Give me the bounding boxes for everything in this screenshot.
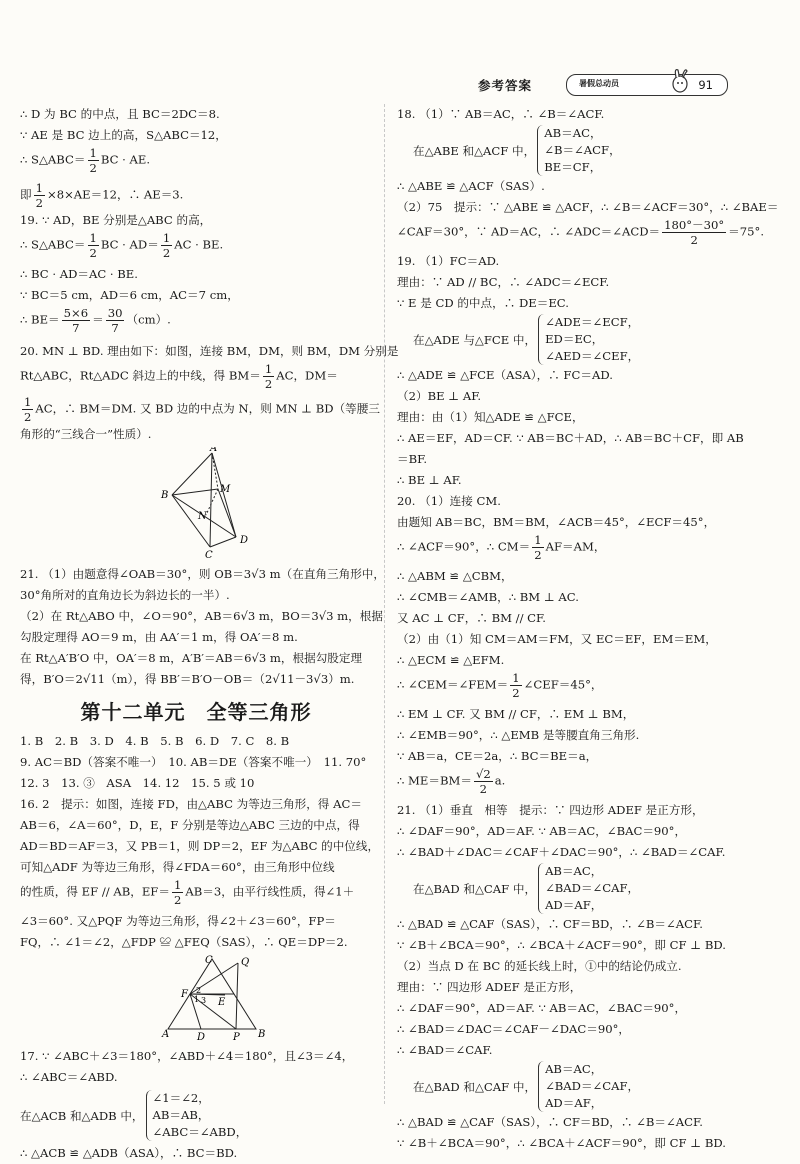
- vertex-label: N: [198, 511, 207, 522]
- text-line: ∴ ∠ABC＝∠ABD.: [20, 1070, 118, 1084]
- text-line: ∴ △BAD ≌ △CAF（SAS），∴ CF＝BD，∴ ∠B＝∠ACF.: [397, 917, 703, 931]
- equation-line: ∴ S△ABC＝ $\frac{1}{2}$ BC · AE.: [20, 146, 151, 175]
- equation-line: Rt△ABC，Rt△ADC 斜边上的中线，得 BM＝ $\frac{1}{2}$ AC，DM＝: [20, 362, 338, 391]
- brace-group: 在△BAD 和△CAF 中， AB＝AC， ∠BAD＝∠CAF， AD＝AF，: [413, 864, 640, 912]
- text-line: ∴ △ADE ≌ △FCE（ASA），∴ FC＝AD.: [397, 368, 613, 382]
- text-line: ∵ ∠B＋∠BCA＝90°，∴ ∠BCA＋∠ACF＝90°，即 CF ⊥ BD.: [397, 938, 726, 952]
- fraction: $\frac{1}{2}$: [35, 181, 43, 210]
- text-line: 17. ∵ ∠ABC＋∠3＝180°，∠ABD＋∠4＝180°，且∠3＝∠4，: [20, 1049, 354, 1063]
- equation-line: ∴ S△ABC＝ $\frac{1}{2}$ BC · AD＝ $\frac{1}{2}$ AC · BE.: [20, 231, 224, 260]
- fraction: $\frac{1}{2}$: [534, 533, 542, 562]
- fraction: $\frac{1}{2}$: [89, 146, 97, 175]
- fraction: $\frac{1}{2}$: [24, 395, 32, 424]
- text-line: 得，B′O＝2√11（m），得 BB′＝B′O－OB＝（2√11－3√3）m.: [20, 672, 355, 686]
- text-line: 21. （1）垂直 相等 提示：∵ 四边形 ADEF 是正方形，: [397, 803, 704, 817]
- unit-title: 第十二单元 全等三角形: [80, 700, 312, 724]
- text-line: 勾股定理得 AO＝9 m，由 AA′＝1 m，得 OA′＝8 m.: [20, 630, 298, 644]
- vertex-label: C: [205, 550, 213, 559]
- text-line: ∠3＝60°. 又△PQF 为等边三角形，得∠2＋∠3＝60°，FP＝: [20, 914, 336, 928]
- brace-group: 在△ABE 和△ACF 中， AB＝AC， ∠B＝∠ACF， BE＝CF，: [413, 126, 621, 174]
- equation-line: 的性质，得 EF // AB，EF＝ $\frac{1}{2}$ AB＝3，由平行线性质，得∠1＋: [20, 878, 355, 907]
- text-line: 可知△ADF 为等边三角形，得∠FDA＝60°，由三角形中位线: [20, 860, 335, 874]
- text-line: （2）75 提示：∵ △ABE ≌ △ACF，∴ ∠B＝∠ACF＝30°，∴ ∠BAE＝: [397, 200, 779, 214]
- text-line: ∴ D 为 BC 的中点，且 BC＝2DC＝8.: [20, 107, 220, 121]
- text-line: （2）由（1）知 CM＝AM＝FM，又 EC＝EF，EM＝EM，: [397, 632, 717, 646]
- text-line: 理由：由（1）知△ADE ≌ △FCE，: [397, 410, 584, 424]
- text-line: ∴ ∠DAF＝90°，AD＝AF. ∵ AB＝AC，∠BAC＝90°，: [397, 824, 687, 838]
- svg-text:D: D: [197, 1032, 206, 1041]
- brace-group: 在△ADE 与△FCE 中， ∠ADE＝∠ECF， ED＝EC， ∠AED＝∠CEF，: [413, 315, 640, 363]
- fraction: $\frac{1}{2}$: [512, 671, 520, 700]
- brace-conditions: AB＝AC， ∠B＝∠ACF， BE＝CF，: [537, 125, 620, 176]
- svg-text:3: 3: [201, 996, 207, 1005]
- text-line: 又 AC ⊥ CF，∴ BM // CF.: [397, 611, 546, 625]
- text-line: 理由：∵ AD // BC，∴ ∠ADC＝∠ECF.: [397, 275, 610, 289]
- text-line: 18. （1）∵ AB＝AC，∴ ∠B＝∠ACF.: [397, 107, 605, 121]
- brace-conditions: ∠1＝∠2， AB＝AB， ∠ABC＝∠ABD，: [146, 1090, 248, 1141]
- text-line: ∴ ∠EMB＝90°，∴ △EMB 是等腰直角三角形.: [397, 728, 640, 742]
- text-line: ∴ △ABE ≌ △ACF（SAS）.: [397, 179, 545, 193]
- svg-text:1: 1: [194, 995, 200, 1004]
- right-column: [397, 104, 779, 1154]
- fraction: $\frac{√2}{2}$: [475, 767, 491, 796]
- answer-line: 9. AC＝BD（答案不唯一） 10. AB＝DE（答案不唯一） 11. 70°: [20, 755, 367, 769]
- text-line: ∴ ∠BAD＝∠DAC＝∠CAF－∠DAC＝90°，: [397, 1022, 630, 1036]
- text-line: 21. （1）由题意得∠OAB＝30°，则 OB＝3√3 m（在直角三角形中，: [20, 567, 385, 581]
- text-line: ∴ △BAD ≌ △CAF（SAS），∴ CF＝BD，∴ ∠B＝∠ACF.: [397, 1115, 703, 1129]
- vertex-label: M: [220, 484, 231, 495]
- svg-text:A: A: [162, 1029, 170, 1040]
- header-pill: [566, 74, 728, 96]
- text-line: ∵ AB＝a，CE＝2a，∴ BC＝BE＝a，: [397, 749, 598, 763]
- fraction: $\frac{1}{2}$: [173, 878, 182, 907]
- fraction: $\frac{180^\circ-30^\circ}{2}$: [664, 218, 725, 247]
- text-line: ∴ BE ⊥ AF.: [397, 473, 462, 487]
- header-subtitle: 暑假总动员: [579, 79, 619, 88]
- left-column: [20, 104, 399, 1164]
- brace-group: 在△ACB 和△ADB 中， ∠1＝∠2， AB＝AB， ∠ABC＝∠ABD，: [20, 1091, 248, 1139]
- vertex-label: D: [240, 535, 249, 546]
- text-line: ∴ EM ⊥ CF. 又 BM // CF，∴ EM ⊥ BM，: [397, 707, 635, 721]
- brace-group: 在△BAD 和△CAF 中， AB＝AC， ∠BAD＝∠CAF， AD＝AF，: [413, 1062, 640, 1110]
- fraction: $\frac{5\times 6}{7}$: [63, 306, 89, 335]
- text-line: ∴ ∠BAD＋∠DAC＝∠CAF＋∠DAC＝90°，∴ ∠BAD＝∠CAF.: [397, 845, 726, 859]
- equation-line: ∴ ∠ACF＝90°，∴ CM＝ $\frac{1}{2}$ AF＝AM，: [397, 533, 606, 562]
- mascot-icon: [668, 66, 692, 96]
- text-line: （2）在 Rt△ABO 中，∠O＝90°，AB＝6√3 m，BO＝3√3 m，根据: [20, 609, 383, 623]
- equation-line: ∴ BE＝ $\frac{5\times 6}{7}$ ＝ $\frac{30}{7}$ （cm）.: [20, 306, 171, 335]
- text-line: ∴ ∠DAF＝90°，AD＝AF. ∵ AB＝AC，∠BAC＝90°，: [397, 1001, 687, 1015]
- brace-conditions: AB＝AC， ∠BAD＝∠CAF， AD＝AF，: [538, 1061, 639, 1112]
- equation-line: 即 $\frac{1}{2}$ ×8×AE＝12，∴ AE＝3.: [20, 181, 184, 210]
- text-line: 19. ∵ AD，BE 分别是△ABC 的高，: [20, 213, 212, 227]
- text-line: 角形的“三线合一”性质）.: [20, 427, 152, 441]
- text-line: AD＝BD＝AF＝3，又 PB＝1，则 DP＝2，EF 为△ABC 的中位线，: [20, 839, 380, 853]
- text-line: ∵ ∠B＋∠BCA＝90°，∴ ∠BCA＋∠ACF＝90°，即 CF ⊥ BD.: [397, 1136, 726, 1150]
- text-line: ∴ ∠BAD＝∠CAF.: [397, 1043, 493, 1057]
- page-header: [478, 74, 778, 96]
- vertex-label: B: [161, 490, 169, 501]
- text-line: （2）BE ⊥ AF.: [397, 389, 482, 403]
- header-title: 参考答案: [478, 78, 533, 93]
- text-line: AB＝6，∠A＝60°，D，E，F 分别是等边△ABC 三边的中点，得: [20, 818, 360, 832]
- svg-text:2: 2: [196, 986, 202, 995]
- brace-conditions: AB＝AC， ∠BAD＝∠CAF， AD＝AF，: [538, 863, 639, 914]
- text-line: 20. （1）连接 CM.: [397, 494, 501, 508]
- fraction: $\frac{1}{2}$: [162, 231, 171, 260]
- equation-line: $\frac{1}{2}$ AC，∴ BM＝DM. 又 BD 边的中点为 N，则 MN ⊥ BD（等腰三: [24, 395, 380, 424]
- text-line: FQ，∴ ∠1＝∠2，△FDP ≌ △FEQ（SAS），∴ QE＝DP＝2.: [20, 935, 348, 949]
- text-line: 20. MN ⊥ BD. 理由如下：如图，连接 BM，DM，则 BM，DM 分别是: [20, 344, 399, 358]
- text-line: 30°角所对的直角边长为斜边长的一半）.: [20, 588, 230, 602]
- text-line: ＝BF.: [397, 452, 428, 466]
- fraction: $\frac{1}{2}$: [89, 231, 97, 260]
- text-line: ∴ △ACB ≌ △ADB（ASA），∴ BC＝BD.: [20, 1146, 238, 1160]
- equation-line: ∴ ∠CEM＝∠FEM＝ $\frac{1}{2}$ ∠CEF＝45°，: [397, 671, 603, 700]
- answer-line: 1. B 2. B 3. D 4. B 5. B 6. D 7. C 8. B: [20, 734, 290, 748]
- text-line: （2）当点 D 在 BC 的延长线上时，①中的结论仍成立.: [397, 959, 682, 973]
- equation-line: ∴ ME＝BM＝ $\frac{√2}{2}$ a.: [397, 767, 506, 796]
- equation-line: ∠CAF＝30°，∵ AD＝AC，∴ ∠ADC＝∠ACD＝ $\frac{180^\circ-30^\circ}{2}$ ＝75°.: [397, 218, 765, 247]
- text-line: 在 Rt△A′B′O 中，OA′＝8 m，A′B′＝AB＝6√3 m，根据勾股定理: [20, 651, 363, 665]
- text-line: ∴ ∠CMB＝∠AMB，∴ BM ⊥ AC.: [397, 590, 579, 604]
- svg-text:B: B: [258, 1029, 266, 1040]
- svg-text:C: C: [205, 955, 213, 966]
- text-line: 由题知 AB＝BC，BM＝BM，∠ACB＝45°，∠ECF＝45°，: [397, 515, 716, 529]
- figure-triangles-bmd: [20, 447, 372, 559]
- fraction: $\frac{30}{7}$: [107, 306, 123, 335]
- text-line: ∴ BC · AD＝AC · BE.: [20, 267, 138, 281]
- text-line: ∵ BC＝5 cm，AD＝6 cm，AC＝7 cm，: [20, 288, 239, 302]
- text-line: ∴ △ABM ≌ △CBM，: [397, 569, 513, 583]
- svg-text:F: F: [181, 989, 188, 1000]
- vertex-label: A: [210, 447, 218, 454]
- svg-text:P: P: [233, 1032, 240, 1041]
- figure-triangle-pqf: [20, 955, 372, 1041]
- text-line: ∴ AE＝EF，AD＝CF. ∵ AB＝BC＋AD，∴ AB＝BC＋CF，即 AB: [397, 431, 744, 445]
- brace-conditions: ∠ADE＝∠ECF， ED＝EC， ∠AED＝∠CEF，: [538, 314, 639, 365]
- column-divider: [384, 104, 385, 1104]
- answer-line: 12. 3 13. ③ ASA 14. 12 15. 5 或 10: [20, 776, 255, 790]
- page-number: 91: [698, 78, 713, 92]
- svg-text:Q: Q: [241, 957, 250, 968]
- text-line: 理由：∵ 四边形 ADEF 是正方形，: [397, 980, 582, 994]
- text-line: 19. （1）FC＝AD.: [397, 254, 500, 268]
- svg-text:E: E: [218, 997, 226, 1008]
- text-line: ∵ E 是 CD 的中点，∴ DE＝EC.: [397, 296, 569, 310]
- fraction: $\frac{1}{2}$: [264, 362, 273, 391]
- text-line: ∵ AE 是 BC 边上的高，S△ABC＝12，: [20, 128, 227, 142]
- text-line: ∴ △ECM ≌ △EFM.: [397, 653, 505, 667]
- text-line: 16. 2 提示：如图，连接 FD，由△ABC 为等边三角形，得 AC＝: [20, 797, 362, 811]
